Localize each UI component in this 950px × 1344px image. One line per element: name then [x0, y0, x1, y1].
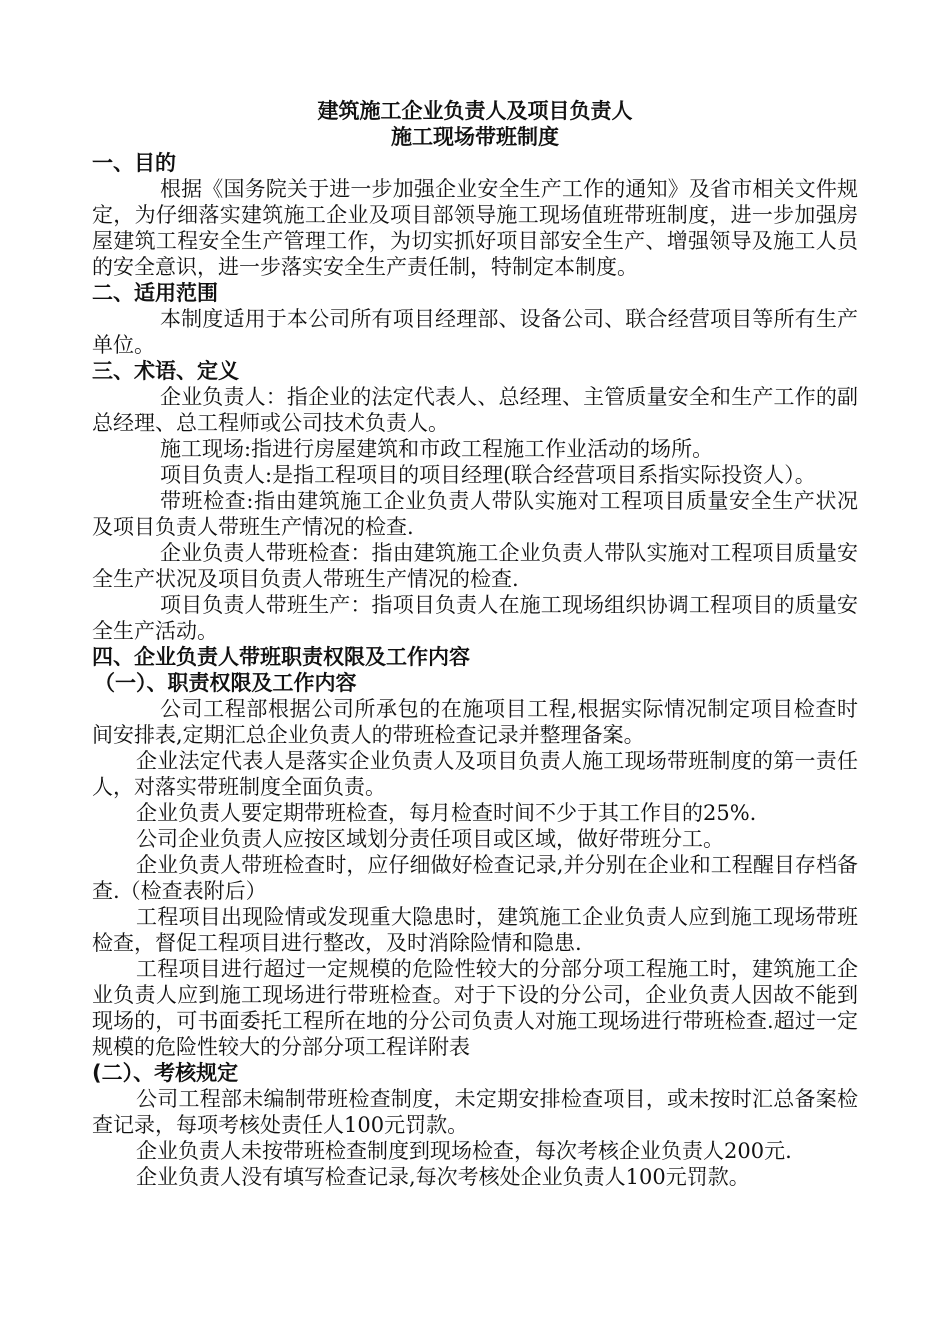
paragraph: 带班检查:指由建筑施工企业负责人带队实施对工程项目质量安全生产状况及项目负责人带班生产情况的检查. — [92, 489, 858, 539]
paragraph: 公司工程部未编制带班检查制度，未定期安排检查项目，或未按时汇总备案检查记录，每项考核处责任人100元罚款。 — [92, 1087, 858, 1137]
paragraph: 企业负责人未按带班检查制度到现场检查，每次考核企业负责人200元. — [136, 1139, 792, 1163]
paragraph: 项目负责人带班生产：指项目负责人在施工现场组织协调工程项目的质量安全生产活动。 — [92, 593, 858, 643]
paragraph: 企业负责人带班检查：指由建筑施工企业负责人带队实施对工程项目质量安全生产状况及项目负责人带班生产情况的检查. — [92, 541, 858, 591]
paragraph: 工程项目出现险情或发现重大隐患时，建筑施工企业负责人应到施工现场带班检查，督促工程项目进行整改，及时消除险情和隐患. — [92, 905, 858, 955]
paragraph: 企业负责人：指企业的法定代表人、总经理、主管质量安全和生产工作的副总经理、总工程师或公司技术负责人。 — [92, 385, 858, 435]
paragraph: 工程项目进行超过一定规模的危险性较大的分部分项工程施工时，建筑施工企业负责人应到施工现场进行带班检查。对于下设的分公司，企业负责人因故不能到现场的，可书面委托工程所在地的分公司负责人对施工现场进行带班检查.超过一定规模的危险性较大的分部分项工程详附表 — [92, 957, 858, 1059]
paragraph: 企业负责人带班检查时，应仔细做好检查记录,并分别在企业和工程醒目存档备查.（检查表附后） — [92, 853, 858, 903]
paragraph: 施工现场:指进行房屋建筑和市政工程施工作业活动的场所。 — [160, 437, 714, 461]
paragraph: 企业负责人没有填写检查记录,每次考核处企业负责人100元罚款。 — [136, 1165, 750, 1189]
paragraph: 公司工程部根据公司所承包的在施项目工程,根据实际情况制定项目检查时间安排表,定期汇总企业负责人的带班检查记录并整理备案。 — [92, 697, 858, 747]
paragraph: 企业负责人要定期带班检查，每月检查时间不少于其工作目的25%. — [136, 801, 757, 825]
paragraph: 本制度适用于本公司所有项目经理部、设备公司、联合经营项目等所有生产单位。 — [92, 307, 858, 357]
paragraph: 项目负责人:是指工程项目的项目经理(联合经营项目系指实际投资人）。 — [160, 463, 816, 487]
section-heading-purpose: 一、目的 — [92, 151, 176, 175]
subsection-heading-duties: （一）、职责权限及工作内容 — [94, 671, 357, 695]
section-heading-responsibilities: 四、企业负责人带班职责权限及工作内容 — [92, 645, 470, 669]
subsection-heading-assessment: (二）、考核规定 — [92, 1061, 239, 1085]
paragraph: 根据《国务院关于进一步加强企业安全生产工作的通知》及省市相关文件规定，为仔细落实建筑施工企业及项目部领导施工现场值班带班制度，进一步加强房屋建筑工程安全生产管理工作，为切实抓好项目部安全生产、增强领导及施工人员的安全意识，进一步落实安全生产责任制，特制定本制度。 — [92, 177, 858, 279]
section-heading-scope: 二、适用范围 — [92, 281, 218, 305]
paragraph: 公司企业负责人应按区域划分责任项目或区域，做好带班分工。 — [136, 827, 724, 851]
document-title-line-1: 建筑施工企业负责人及项目负责人 — [317, 99, 633, 123]
paragraph: 企业法定代表人是落实企业负责人及项目负责人施工现场带班制度的第一责任人，对落实带班制度全面负责。 — [92, 749, 858, 799]
document-title-line-2: 施工现场带班制度 — [391, 125, 559, 149]
section-heading-definitions: 三、术语、定义 — [92, 359, 239, 383]
